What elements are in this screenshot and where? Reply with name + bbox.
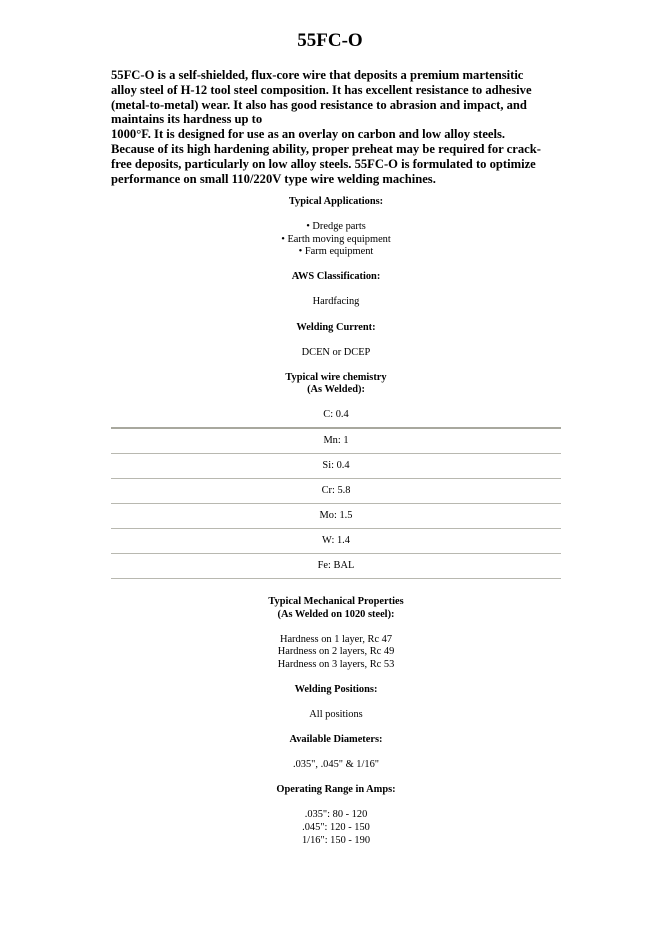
description-line: maintains its hardness up to: [111, 112, 263, 127]
amps-list: [111, 809, 561, 847]
table-row: [111, 428, 561, 454]
current-value: DCEN or DCEP: [301, 346, 371, 358]
mechanical-heading: Typical Mechanical Properties (As Welded on 1020 steel):: [268, 595, 404, 620]
description-line: free deposits, particularly on low alloy steels. 55FC-O is formulated to optimize: [111, 156, 536, 171]
table-row: [111, 478, 561, 503]
list-item: Hardness on 1 layer, Rc 47: [279, 633, 393, 645]
description-line: 1000°F. It is designed for use as an overlay on carbon and low alloy steels.: [111, 127, 506, 142]
aws-heading: AWS Classification:: [291, 271, 381, 283]
description-line: performance on small 110/220V type wire welding machines.: [111, 171, 436, 186]
mechanical-list: [111, 634, 561, 672]
list-item: 1/16": 150 - 190: [301, 834, 371, 846]
applications-heading: Typical Applications:: [288, 196, 384, 207]
description-line: (metal-to-metal) wear. It also has good resistance to abrasion and impact, and: [111, 97, 527, 112]
table-row: [111, 503, 561, 528]
list-item: • Earth moving equipment: [281, 233, 391, 245]
list-item: .045": 120 - 150: [302, 821, 370, 833]
page-title: 55FC-O: [297, 30, 363, 51]
chemistry-table: [111, 403, 561, 579]
table-row: [111, 453, 561, 478]
aws-value: Hardfacing: [312, 296, 360, 308]
description-line: alloy steel of H-12 tool steel composition. It has excellent resistance to adhesive: [111, 82, 532, 97]
positions-heading: Welding Positions:: [294, 683, 378, 695]
table-cell: W: 1.4: [111, 528, 561, 553]
list-item: Hardness on 2 layers, Rc 49: [277, 646, 395, 658]
chemistry-heading: Typical wire chemistry (As Welded):: [285, 371, 387, 396]
table-cell: Cr: 5.8: [111, 478, 561, 503]
table-row: [111, 553, 561, 578]
table-cell: C: 0.4: [111, 403, 561, 428]
table-cell: Fe: BAL: [111, 553, 561, 578]
positions-value: All positions: [309, 709, 363, 720]
diameters-heading: Available Diameters:: [289, 734, 383, 746]
table-row: [111, 528, 561, 553]
list-item: • Dredge parts: [306, 221, 366, 233]
table-cell: Si: 0.4: [111, 453, 561, 478]
specifications: [111, 196, 561, 847]
applications-list: [111, 221, 561, 259]
table-cell: Mo: 1.5: [111, 503, 561, 528]
list-item: Hardness on 3 layers, Rc 53: [277, 658, 395, 670]
list-item: • Farm equipment: [298, 246, 374, 258]
amps-heading: Operating Range in Amps:: [276, 784, 396, 796]
list-item: .035": 80 - 120: [304, 809, 368, 821]
table-cell: Mn: 1: [111, 428, 561, 454]
description-line: 55FC-O is a self-shielded, flux-core wire that deposits a premium martensitic: [111, 68, 524, 82]
product-description: [111, 68, 566, 186]
description-line: Because of its high hardening ability, proper preheat may be required for crack-: [111, 141, 541, 156]
current-heading: Welding Current:: [296, 321, 376, 333]
table-row: [111, 403, 561, 428]
diameters-value: .035", .045" & 1/16": [292, 759, 380, 771]
